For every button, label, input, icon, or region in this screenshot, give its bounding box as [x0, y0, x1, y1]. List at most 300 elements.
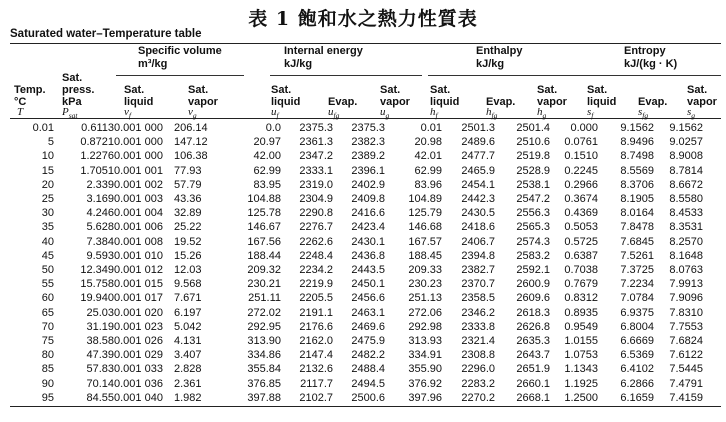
table-row: [10, 263, 703, 277]
symbol-subscript: f: [128, 111, 131, 121]
table-cell: 4.131: [174, 335, 202, 348]
table-cell: 2556.3: [516, 207, 550, 220]
table-cell: 2494.5: [351, 377, 385, 390]
table-row: [10, 149, 703, 163]
table-cell: 2370.7: [461, 278, 495, 291]
table-cell: 9.1562: [620, 122, 654, 134]
table-cell: 6.4102: [620, 363, 654, 376]
table-cell: 272.06: [408, 306, 442, 319]
table-cell: 0.001 017: [114, 292, 163, 305]
table-cell: 2191.1: [299, 306, 333, 319]
col-header-line: liquid: [124, 96, 154, 108]
symbol: s: [587, 106, 592, 118]
table-cell: 0.4369: [564, 207, 598, 220]
table-cell: 2375.3: [299, 122, 333, 134]
table-cell: 2276.7: [299, 221, 333, 234]
table-cell: 147.12: [174, 136, 208, 149]
table-cell: 85: [41, 363, 54, 376]
table-cell: 8.1905: [620, 193, 654, 206]
table-cell: 6.197: [174, 306, 202, 319]
table-cell: 3.407: [174, 349, 202, 362]
table-cell: 355.84: [247, 363, 281, 376]
symbol-subscript: f: [435, 111, 438, 121]
col-symbol: [328, 106, 339, 120]
table-cell: 206.14: [174, 122, 208, 134]
group-internal-energy-unit: kJ/kg: [284, 58, 313, 70]
table-row: [10, 306, 703, 320]
symbol: u: [380, 106, 386, 118]
table-cell: 8.0763: [669, 264, 703, 277]
col-header-vf: [124, 84, 153, 108]
table-cell: 42.01: [414, 150, 442, 163]
table-cell: 38.58: [86, 335, 114, 348]
table-cell: 8.5569: [620, 164, 654, 177]
table-cell: 2482.2: [351, 349, 385, 362]
table-cell: 2500.6: [351, 391, 385, 404]
table-cell: 2382.7: [461, 264, 495, 277]
table-cell: 8.4533: [669, 207, 703, 220]
table-cell: 209.32: [247, 264, 281, 277]
table-cell: 0.7038: [564, 264, 598, 277]
group-specific-volume-unit: m³/kg: [138, 58, 168, 70]
table-cell: 0.3674: [564, 193, 598, 206]
table-cell: 9.0257: [669, 136, 703, 149]
col-header-line: Sat.: [188, 84, 209, 96]
table-cell: 125.78: [247, 207, 281, 220]
table-row: [10, 377, 703, 391]
table-cell: 167.57: [408, 235, 442, 248]
table-cell: 3.169: [86, 193, 114, 206]
table-cell: 2102.7: [299, 391, 333, 404]
table-cell: 4.246: [86, 207, 114, 220]
table-cell: 19.52: [174, 235, 202, 248]
symbol: h: [537, 106, 543, 118]
col-header-line: Evap.: [486, 96, 516, 108]
table-cell: 292.98: [408, 320, 442, 333]
table-cell: 2510.6: [516, 136, 550, 149]
group-underline: [586, 75, 721, 76]
table-cell: 2488.4: [351, 363, 385, 376]
table-cell: 2423.4: [351, 221, 385, 234]
table-cell: 5.042: [174, 320, 202, 333]
table-cell: 6.1659: [620, 391, 654, 404]
table-cell: 2176.6: [299, 320, 333, 333]
table-cell: 30: [41, 207, 54, 220]
table-cell: 15: [41, 164, 54, 177]
col-header-line: Sat.: [687, 84, 708, 96]
table-cell: 8.7814: [669, 164, 703, 177]
table-row: [10, 291, 703, 305]
table-cell: 0.001 004: [114, 207, 163, 220]
table-cell: 2489.6: [461, 136, 495, 149]
col-symbol: [687, 106, 695, 120]
table-row: [10, 206, 703, 220]
table-cell: 2308.8: [461, 349, 495, 362]
table-cell: 397.96: [408, 391, 442, 404]
group-enthalpy: [476, 45, 522, 71]
table-cell: 2442.3: [461, 193, 495, 206]
table-cell: 0.001 029: [114, 349, 163, 362]
symbol-subscript: fg: [642, 111, 649, 121]
table-cell: 20.97: [253, 136, 281, 149]
group-underline: [270, 75, 422, 76]
table-cell: 230.23: [408, 278, 442, 291]
symbol-subscript: fg: [333, 111, 340, 121]
table-cell: 292.95: [247, 320, 281, 333]
table-cell: 7.5261: [620, 249, 654, 262]
table-row: [10, 277, 703, 291]
table-cell: 0.001 000: [114, 136, 163, 149]
col-symbol: [537, 106, 546, 120]
table-cell: 2469.6: [351, 320, 385, 333]
table-cell: 7.6122: [669, 349, 703, 362]
col-header-line: vapor: [380, 96, 410, 108]
table-cell: 2519.8: [516, 150, 550, 163]
table-cell: 2416.6: [351, 207, 385, 220]
col-header-hg: [537, 84, 567, 108]
table-cell: 47.39: [86, 349, 114, 362]
table-cell: 2418.6: [461, 221, 495, 234]
table-cell: 90: [41, 377, 54, 390]
table-cell: 8.7498: [620, 150, 654, 163]
table-cell: 1.1925: [564, 377, 598, 390]
table-cell: 7.6845: [620, 235, 654, 248]
table-cell: 40: [41, 235, 54, 248]
table-cell: 9.568: [174, 278, 202, 291]
table-cell: 2668.1: [516, 391, 550, 404]
symbol: v: [188, 106, 193, 118]
table-row: [10, 135, 703, 149]
table-cell: 75: [41, 335, 54, 348]
table-cell: 1.1343: [564, 363, 598, 376]
col-symbol: [271, 106, 279, 120]
table-cell: 60: [41, 292, 54, 305]
table-cell: 2547.2: [516, 193, 550, 206]
table-cell: 2394.8: [461, 249, 495, 262]
table-cell: 2600.9: [516, 278, 550, 291]
table-row: [10, 235, 703, 249]
table-cell: 8.3531: [669, 221, 703, 234]
table-cell: 0.8935: [564, 306, 598, 319]
table-cell: 2270.2: [461, 391, 495, 404]
table-cell: 43.36: [174, 193, 202, 206]
table-cell: 7.4159: [669, 391, 703, 404]
table-cell: 7.671: [174, 292, 202, 305]
table-cell: 2406.7: [461, 235, 495, 248]
col-symbol: [380, 106, 389, 120]
symbol: s: [687, 106, 692, 118]
table-cell: 7.9913: [669, 278, 703, 291]
table-cell: 0.001 002: [114, 178, 163, 191]
table-cell: 0.001 000: [114, 122, 163, 134]
symbol-subscript: fg: [491, 111, 498, 121]
table-cell: 2501.3: [461, 122, 495, 134]
table-cell: 2346.2: [461, 306, 495, 319]
table-cell: 2358.5: [461, 292, 495, 305]
table-cell: 8.5580: [669, 193, 703, 206]
table-cell: 2456.6: [351, 292, 385, 305]
symbol-subscript: g: [542, 111, 547, 121]
table-cell: 2450.1: [351, 278, 385, 291]
table-cell: 2574.3: [516, 235, 550, 248]
table-cell: 0.5053: [564, 221, 598, 234]
table-cell: 2.361: [174, 377, 202, 390]
table-cell: 2319.0: [299, 178, 333, 191]
table-cell: 2205.5: [299, 292, 333, 305]
col-header-line: Sat.: [537, 84, 558, 96]
table-cell: 251.11: [248, 292, 281, 305]
table-cell: 0.001 003: [114, 193, 163, 206]
table-cell: 2290.8: [299, 207, 333, 220]
table-cell: 2635.3: [516, 335, 550, 348]
table-cell: 2296.0: [461, 363, 495, 376]
table-cell: 0.2966: [564, 178, 598, 191]
table-cell: 104.89: [408, 193, 442, 206]
table-body: [10, 121, 703, 405]
table-cell: 1.7051: [80, 164, 114, 177]
table-cell: 2234.2: [299, 264, 333, 277]
table-cell: 2.828: [174, 363, 202, 376]
symbol-subscript: f: [591, 111, 594, 121]
col-header-line: Sat.: [62, 72, 83, 84]
col-header-line: Sat.: [380, 84, 401, 96]
col-header-line: Sat.: [124, 84, 145, 96]
table-cell: 106.38: [174, 150, 208, 163]
table-cell: 8.3706: [620, 178, 654, 191]
col-symbol: [486, 106, 497, 120]
group-internal-energy-label: Internal energy: [284, 45, 363, 57]
table-cell: 2583.2: [516, 249, 550, 262]
table-cell: 355.90: [408, 363, 442, 376]
table-cell: 209.33: [408, 264, 442, 277]
table-subtitle: Saturated water–Temperature table: [10, 28, 202, 40]
table-cell: 6.5369: [620, 349, 654, 362]
table-cell: 8.1648: [669, 249, 703, 262]
table-cell: 62.99: [253, 164, 281, 177]
table-cell: 19.940: [80, 292, 114, 305]
table-cell: 0.5725: [564, 235, 598, 248]
table-cell: 6.8004: [620, 320, 654, 333]
group-entropy-unit: kJ/(kg · K): [624, 58, 678, 70]
table-cell: 70: [41, 320, 54, 333]
top-rule: [10, 43, 721, 44]
table-cell: 57.79: [174, 178, 202, 191]
table-cell: 7.384: [86, 235, 114, 248]
table-cell: 5.628: [86, 221, 114, 234]
table-row: [10, 391, 703, 405]
table-cell: 2565.3: [516, 221, 550, 234]
table-cell: 104.88: [247, 193, 281, 206]
table-cell: 0.9549: [564, 320, 598, 333]
table-cell: 146.68: [408, 221, 442, 234]
table-cell: 2477.7: [461, 150, 495, 163]
table-cell: 376.85: [247, 377, 281, 390]
col-header-line: vapor: [687, 96, 717, 108]
table-cell: 77.93: [174, 164, 202, 177]
table-cell: 7.5445: [669, 363, 703, 376]
table-cell: 313.93: [408, 335, 442, 348]
symbol: u: [328, 106, 334, 118]
table-cell: 55: [41, 278, 54, 291]
table-cell: 2592.1: [516, 264, 550, 277]
group-specific-volume: [138, 45, 222, 71]
col-symbol: [17, 106, 23, 118]
table-cell: 7.7553: [669, 320, 703, 333]
col-header-temp: [14, 84, 46, 108]
group-underline: [116, 75, 244, 76]
table-cell: 0.7679: [564, 278, 598, 291]
symbol-subscript: sat: [68, 111, 78, 121]
table-cell: 80: [41, 349, 54, 362]
table-cell: 7.9096: [669, 292, 703, 305]
table-row: [10, 192, 703, 206]
table-row: [10, 249, 703, 263]
table-cell: 1.0155: [564, 335, 598, 348]
group-entropy: [624, 45, 677, 71]
table-cell: 2463.1: [351, 306, 385, 319]
table-cell: 1.2500: [564, 391, 598, 404]
table-cell: 2528.9: [516, 164, 550, 177]
group-internal-energy: [284, 45, 363, 71]
table-cell: 0.01: [420, 122, 442, 134]
table-cell: 25: [41, 193, 54, 206]
table-cell: 31.19: [86, 320, 114, 333]
table-cell: 2347.2: [299, 150, 333, 163]
col-header-sat-press: [62, 72, 94, 108]
col-header-sg: [687, 84, 717, 108]
table-cell: 57.83: [86, 363, 114, 376]
table-cell: 2430.1: [351, 235, 385, 248]
table-cell: 0.001 010: [114, 249, 163, 262]
table-cell: 12.03: [174, 264, 202, 277]
col-header-line: kPa: [62, 96, 82, 108]
table-cell: 2248.4: [299, 249, 333, 262]
header-rule: [10, 118, 721, 119]
table-cell: 0.001 006: [114, 221, 163, 234]
table-cell: 9.1562: [669, 122, 703, 134]
table-cell: 2626.8: [516, 320, 550, 333]
table-cell: 0.001 036: [114, 377, 163, 390]
table-cell: 2304.9: [299, 193, 333, 206]
table-cell: 42.00: [253, 150, 281, 163]
col-header-uf: [271, 84, 300, 108]
table-cell: 0.8312: [564, 292, 598, 305]
col-header-line: Evap.: [638, 96, 668, 108]
table-cell: 0.6113: [81, 122, 114, 134]
table-cell: 95: [41, 391, 54, 404]
table-cell: 167.56: [247, 235, 281, 248]
table-cell: 2396.1: [351, 164, 385, 177]
table-cell: 2475.9: [351, 335, 385, 348]
table-row: [10, 220, 703, 234]
table-cell: 2219.9: [299, 278, 333, 291]
table-cell: 2651.9: [516, 363, 550, 376]
col-header-line: Sat.: [587, 84, 608, 96]
col-header-sf: [587, 84, 616, 108]
table-cell: 0.0761: [564, 136, 598, 149]
table-row: [10, 121, 703, 135]
symbol-subscript: g: [385, 111, 390, 121]
table-cell: 6.6669: [620, 335, 654, 348]
table-cell: 0.001 012: [114, 264, 163, 277]
table-cell: 1.0753: [564, 349, 598, 362]
col-header-line: liquid: [430, 96, 460, 108]
table-cell: 2538.1: [516, 178, 550, 191]
table-cell: 0.001 023: [114, 320, 163, 333]
table-cell: 2382.3: [351, 136, 385, 149]
table-cell: 12.349: [80, 264, 114, 277]
table-cell: 7.8478: [620, 221, 654, 234]
table-cell: 50: [41, 264, 54, 277]
table-cell: 2430.5: [461, 207, 495, 220]
group-entropy-label: Entropy: [624, 45, 666, 57]
col-header-line: Sat.: [430, 84, 451, 96]
table-cell: 188.44: [247, 249, 281, 262]
symbol: v: [124, 106, 129, 118]
symbol: h: [486, 106, 492, 118]
table-cell: 2436.8: [351, 249, 385, 262]
table-cell: 8.2570: [669, 235, 703, 248]
table-cell: 1.2276: [80, 150, 114, 163]
table-cell: 397.88: [247, 391, 281, 404]
table-cell: 20: [41, 178, 54, 191]
table-cell: 7.3725: [620, 264, 654, 277]
table-cell: 334.86: [247, 349, 281, 362]
table-cell: 188.45: [408, 249, 442, 262]
table-cell: 83.96: [414, 178, 442, 191]
table-cell: 8.9496: [620, 136, 654, 149]
table-cell: 0.6387: [564, 249, 598, 262]
group-specific-volume-label: Specific volume: [138, 45, 222, 57]
table-cell: 2443.5: [351, 264, 385, 277]
table-cell: 8.6672: [669, 178, 703, 191]
col-header-ug: [380, 84, 410, 108]
symbol: h: [430, 106, 436, 118]
table-cell: 15.758: [80, 278, 114, 291]
table-row: [10, 362, 703, 376]
table-cell: 62.99: [414, 164, 442, 177]
col-symbol: [188, 106, 197, 120]
table-cell: 230.21: [247, 278, 281, 291]
table-cell: 2375.3: [351, 122, 385, 134]
col-header-line: vapor: [537, 96, 567, 108]
group-enthalpy-label: Enthalpy: [476, 45, 523, 57]
table-cell: 25.03: [86, 306, 114, 319]
table-cell: 0.001 000: [114, 150, 163, 163]
table-cell: 7.0784: [620, 292, 654, 305]
table-cell: 0.001 008: [114, 235, 163, 248]
table-row: [10, 164, 703, 178]
table-cell: 10: [41, 150, 54, 163]
table-cell: 15.26: [174, 249, 202, 262]
table-cell: 272.02: [247, 306, 281, 319]
table-cell: 0.001 040: [114, 391, 163, 404]
table-cell: 2618.3: [516, 306, 550, 319]
col-header-line: vapor: [188, 96, 218, 108]
table-cell: 2147.4: [299, 349, 333, 362]
table-cell: 2402.9: [351, 178, 385, 191]
col-symbol: [638, 106, 648, 120]
symbol: u: [271, 106, 277, 118]
symbol: T: [17, 106, 24, 118]
table-cell: 334.91: [408, 349, 442, 362]
table-cell: 0.1510: [564, 150, 598, 163]
table-cell: 0.001 001: [114, 164, 163, 177]
table-cell: 0.01: [32, 122, 54, 134]
symbol-subscript: g: [192, 111, 197, 121]
table-cell: 313.90: [247, 335, 281, 348]
col-header-hf: [430, 84, 459, 108]
